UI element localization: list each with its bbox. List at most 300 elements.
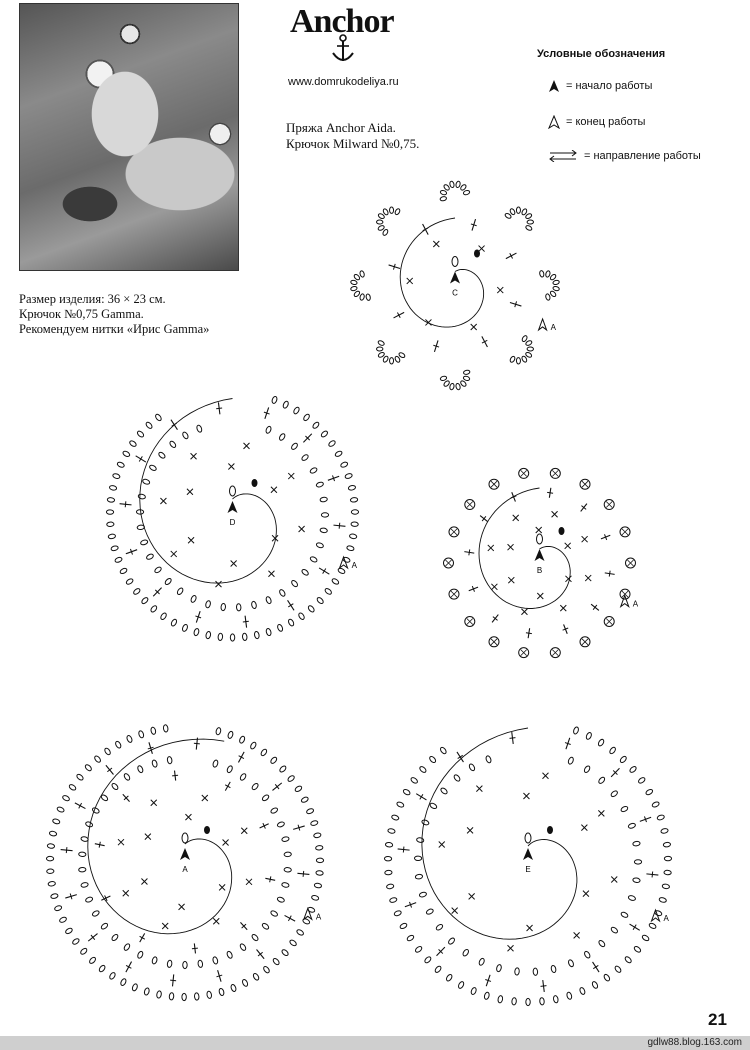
- chain-stitch: [497, 995, 503, 1003]
- chain-stitch: [263, 965, 271, 973]
- chain-stitch: [610, 926, 618, 934]
- chain-stitch: [107, 522, 115, 527]
- chain-stitch: [149, 464, 157, 471]
- chain-stitch: [434, 965, 442, 973]
- chain-stitch: [281, 836, 289, 842]
- single-crochet-stitch: [223, 840, 229, 846]
- single-crochet-stitch: [581, 825, 587, 831]
- chain-stitch: [311, 895, 319, 901]
- chain-stitch: [376, 220, 382, 224]
- chain-stitch: [415, 874, 423, 879]
- chain-stitch: [385, 842, 393, 847]
- start-arrowhead-icon: [535, 549, 545, 561]
- chain-stitch: [629, 765, 637, 773]
- chain-stitch: [657, 814, 665, 820]
- single-crochet-stitch: [231, 560, 237, 566]
- chain-stitch: [406, 934, 414, 942]
- direction-curve: [400, 218, 483, 327]
- chain-stitch: [628, 895, 636, 902]
- chain-stitch: [645, 788, 653, 795]
- single-crochet-stitch: [118, 839, 124, 845]
- chain-stitch: [478, 958, 485, 966]
- single-crochet-stitch: [191, 453, 197, 459]
- single-crochet-stitch: [479, 246, 485, 252]
- chain-stitch: [117, 461, 125, 468]
- chain-stitch: [182, 624, 189, 632]
- chain-stitch: [390, 207, 394, 213]
- single-crochet-stitch: [508, 577, 514, 583]
- picot-cross: [622, 529, 628, 535]
- single-crochet-stitch: [188, 537, 194, 543]
- chain-stitch: [80, 947, 88, 955]
- chain-stitch: [140, 539, 148, 545]
- chain-stitch: [449, 383, 454, 390]
- chain-stitch: [109, 972, 117, 980]
- hook-line: Крючок Milward №0,75.: [286, 136, 420, 151]
- chain-stitch: [303, 413, 311, 421]
- chain-stitch: [112, 473, 120, 479]
- chain-stitch: [49, 831, 57, 837]
- center-chain: [537, 534, 543, 544]
- chain-stitch: [84, 764, 92, 772]
- chain-stitch: [348, 485, 356, 491]
- size-info: [19, 292, 209, 337]
- chain-stitch: [553, 995, 559, 1003]
- chain-stitch: [346, 545, 354, 551]
- stitch-bar: [172, 775, 178, 776]
- chain-stitch: [123, 943, 131, 951]
- chain-stitch: [429, 802, 437, 809]
- chain-stitch: [205, 631, 211, 639]
- watermark: gdlw88.blog.163.com: [647, 1037, 742, 1048]
- chain-stitch: [387, 828, 395, 834]
- chain-stitch: [296, 929, 304, 937]
- picot-cross: [467, 502, 473, 508]
- tablecloth-photo: [19, 3, 239, 271]
- single-crochet-stitch: [552, 511, 558, 517]
- chain-stitch: [123, 773, 131, 781]
- chain-stitch: [553, 286, 560, 291]
- single-crochet-stitch: [491, 584, 497, 590]
- single-crochet-stitch: [171, 551, 177, 557]
- chain-stitch: [227, 731, 234, 739]
- chain-stitch: [389, 897, 397, 903]
- chain-stitch: [315, 845, 323, 850]
- chain-stitch: [114, 556, 122, 563]
- chain-stitch: [198, 960, 203, 968]
- chain-stitch: [514, 968, 519, 976]
- chain-stitch: [598, 776, 606, 784]
- chain-stitch: [85, 896, 93, 903]
- chain-stitch: [136, 430, 144, 438]
- single-crochet-stitch: [560, 605, 566, 611]
- chain-stitch: [239, 735, 246, 743]
- chain-stitch: [145, 421, 153, 429]
- chain-stitch: [384, 856, 391, 861]
- stitch-bar: [609, 571, 610, 577]
- picot-cross: [628, 560, 634, 566]
- chain-stitch: [321, 513, 328, 517]
- chain-stitch: [226, 951, 233, 959]
- chain-stitch: [603, 973, 611, 981]
- chain-stitch: [120, 978, 127, 986]
- chain-stitch: [59, 916, 67, 923]
- chain-stitch: [526, 998, 530, 1005]
- chain-stitch: [241, 979, 248, 987]
- single-crochet-stitch: [141, 878, 147, 884]
- chain-stitch: [287, 775, 295, 783]
- chain-stitch: [394, 208, 401, 216]
- chain-stitch: [549, 273, 556, 280]
- chain-stitch: [316, 481, 324, 488]
- chain-stitch: [462, 948, 470, 956]
- chain-stitch: [350, 497, 358, 502]
- chain-stitch: [663, 842, 671, 847]
- chain-stitch: [265, 628, 271, 636]
- chain-stitch: [109, 485, 117, 491]
- stitch-bar: [216, 408, 222, 409]
- filled-arrowhead-icon: [548, 79, 560, 93]
- chain-stitch: [620, 805, 628, 812]
- chain-stitch: [549, 290, 556, 297]
- chain-stitch: [351, 522, 359, 527]
- chain-stitch: [551, 965, 557, 973]
- stitch-bar: [170, 980, 176, 981]
- single-crochet-stitch: [213, 918, 219, 924]
- chain-stitch: [129, 440, 137, 448]
- chain-stitch: [359, 270, 365, 277]
- chain-stitch: [212, 956, 218, 964]
- chain-stitch: [440, 376, 447, 382]
- chain-stitch: [312, 421, 320, 429]
- yarn-info: [286, 120, 419, 152]
- chain-stitch: [439, 746, 447, 754]
- chain-stitch: [301, 796, 309, 803]
- chain-stitch: [72, 938, 80, 946]
- chain-stitch: [151, 759, 157, 767]
- chain-stitch: [271, 396, 278, 404]
- chain-stitch: [169, 440, 177, 448]
- single-crochet-stitch: [598, 810, 604, 816]
- chain-stitch: [50, 893, 58, 899]
- chain-stitch: [583, 950, 591, 958]
- chain-stitch: [137, 951, 144, 959]
- chain-stitch: [619, 755, 627, 763]
- single-crochet-stitch: [488, 545, 494, 551]
- picot-cross: [606, 618, 612, 624]
- chain-stitch: [633, 841, 641, 847]
- direction-curve: [422, 728, 577, 939]
- chain-stitch: [353, 290, 360, 297]
- chain-stitch: [331, 578, 339, 586]
- chain-stitch: [158, 451, 166, 459]
- chain-stitch: [320, 497, 328, 503]
- crochet-diagram-e: [378, 712, 678, 1012]
- chain-stitch: [455, 383, 460, 390]
- chain-stitch: [150, 727, 156, 735]
- single-crochet-stitch: [271, 487, 277, 493]
- diagram-label: B: [536, 566, 543, 575]
- chain-stitch: [119, 567, 127, 574]
- single-crochet-stitch: [476, 786, 482, 792]
- single-crochet-stitch: [288, 473, 294, 479]
- center-chain: [525, 833, 531, 843]
- chain-stitch: [302, 918, 310, 925]
- chain-stitch: [133, 587, 141, 595]
- chain-stitch: [156, 991, 162, 999]
- chain-stitch: [76, 773, 84, 781]
- chain-stitch: [282, 400, 289, 408]
- chain-stitch: [125, 578, 133, 586]
- single-crochet-stitch: [407, 278, 413, 284]
- single-crochet-stitch: [497, 287, 503, 293]
- chain-stitch: [597, 738, 605, 746]
- chain-stitch: [525, 225, 533, 232]
- chain-stitch: [62, 795, 70, 802]
- chain-stitch: [484, 992, 490, 1000]
- picot-cross: [451, 529, 457, 535]
- picot-cross: [521, 470, 527, 476]
- stitch-bar: [139, 456, 142, 461]
- single-crochet-stitch: [469, 893, 475, 899]
- end-label: A: [315, 912, 322, 922]
- direction-curve: [479, 488, 570, 609]
- chain-stitch: [402, 788, 410, 795]
- chain-stitch: [251, 933, 259, 941]
- chain-stitch: [79, 852, 87, 857]
- chain-stitch: [414, 945, 422, 953]
- chain-stitch: [294, 785, 302, 793]
- chain-stitch: [137, 765, 144, 773]
- single-crochet-stitch: [508, 544, 514, 550]
- chain-stitch: [164, 577, 172, 585]
- direction-curve: [88, 739, 232, 934]
- chain-stitch: [443, 184, 450, 191]
- chain-stitch: [92, 910, 100, 917]
- chain-stitch: [460, 380, 467, 387]
- chain-stitch: [545, 293, 551, 300]
- chain-stitch: [301, 454, 309, 462]
- slip-stitch: [474, 250, 480, 258]
- chain-stitch: [359, 293, 365, 300]
- chain-stitch: [447, 937, 455, 945]
- chain-stitch: [651, 801, 659, 808]
- single-crochet-stitch: [179, 904, 185, 910]
- chain-stitch: [278, 433, 286, 441]
- chain-stitch: [316, 596, 324, 604]
- end-label: A: [663, 914, 669, 924]
- chain-stitch: [111, 782, 119, 790]
- legend-end-label: = конец работы: [566, 116, 646, 128]
- chain-stitch: [463, 190, 470, 196]
- single-crochet-stitch: [574, 932, 580, 938]
- double-arrow-icon: [548, 150, 578, 162]
- chain-stitch: [568, 959, 575, 967]
- single-crochet-stitch: [228, 464, 234, 470]
- single-crochet-stitch: [537, 593, 543, 599]
- center-chain: [182, 833, 188, 843]
- chain-stitch: [194, 993, 199, 1001]
- chain-stitch: [320, 430, 328, 438]
- crochet-diagram-d: [100, 365, 365, 665]
- anchor-logo: Anchor: [290, 3, 394, 40]
- chain-stitch: [236, 604, 241, 611]
- chain-stitch: [664, 870, 672, 875]
- stitch-bar: [469, 549, 470, 555]
- chain-stitch: [46, 856, 53, 861]
- chain-stitch: [48, 881, 56, 887]
- single-crochet-stitch: [542, 773, 548, 779]
- stitch-bar: [192, 948, 198, 949]
- chain-stitch: [206, 991, 212, 999]
- chain-stitch: [260, 748, 268, 756]
- chain-stitch: [440, 190, 447, 196]
- chain-stitch: [350, 280, 357, 285]
- yarn-line: Пряжа Anchor Aida.: [286, 120, 396, 135]
- chain-stitch: [307, 605, 315, 613]
- chain-stitch: [265, 596, 272, 604]
- single-crochet-stitch: [439, 842, 445, 848]
- chain-stitch: [239, 773, 247, 781]
- chain-stitch: [353, 273, 360, 280]
- legend-end: [548, 115, 645, 129]
- chain-stitch: [445, 974, 453, 982]
- chain-stitch: [277, 624, 284, 632]
- chain-stitch: [270, 807, 278, 814]
- picot-cross: [582, 481, 588, 487]
- chain-stitch: [239, 943, 247, 951]
- chain-stitch: [455, 181, 460, 188]
- single-crochet-stitch: [536, 527, 542, 533]
- anchor-icon: [330, 34, 356, 64]
- direction-curve: [140, 399, 277, 584]
- chain-stitch: [443, 380, 450, 387]
- chain-stitch: [610, 790, 618, 798]
- picot-cross: [606, 502, 612, 508]
- single-crochet-stitch: [508, 945, 514, 951]
- chain-stitch: [314, 883, 322, 889]
- single-crochet-stitch: [185, 814, 191, 820]
- chain-stitch: [648, 922, 656, 929]
- stitch-bar: [288, 604, 293, 607]
- center-chain: [452, 257, 458, 267]
- stitch-bar: [403, 847, 404, 853]
- chain-stitch: [170, 618, 177, 626]
- start-arrowhead-icon: [450, 272, 460, 284]
- chain-stitch: [585, 732, 592, 740]
- chain-stitch: [205, 600, 211, 608]
- legend-direction: [548, 150, 701, 162]
- chain-stitch: [470, 987, 477, 995]
- chain-stitch: [598, 939, 606, 947]
- chain-stitch: [394, 910, 402, 917]
- chain-stitch: [516, 358, 520, 364]
- chain-stitch: [533, 968, 538, 975]
- chain-stitch: [633, 877, 641, 883]
- chain-stitch: [289, 939, 297, 947]
- chain-stitch: [376, 347, 382, 351]
- single-crochet-stitch: [611, 876, 617, 882]
- chain-stitch: [316, 871, 324, 876]
- chain-stitch: [131, 983, 138, 991]
- chain-stitch: [309, 467, 317, 474]
- chain-stitch: [539, 997, 544, 1005]
- stitch-bar: [99, 842, 100, 848]
- chain-stitch: [104, 747, 112, 755]
- stitch-bar: [66, 847, 67, 853]
- chain-stitch: [320, 528, 328, 534]
- chain-stitch: [279, 589, 287, 597]
- single-crochet-stitch: [452, 908, 458, 914]
- chain-stitch: [126, 735, 133, 743]
- chain-stitch: [281, 882, 289, 888]
- chain-stitch: [167, 960, 172, 968]
- chain-stitch: [107, 497, 115, 502]
- chain-stitch: [334, 450, 342, 457]
- chain-stitch: [281, 949, 289, 957]
- chain-stitch: [390, 358, 394, 364]
- chain-stitch: [52, 818, 60, 824]
- legend-direction-label: = направление работы: [584, 150, 701, 162]
- hook-size-line: Крючок №0,75 Gamma.: [19, 307, 144, 321]
- chain-stitch: [460, 184, 467, 191]
- picot-cross: [467, 618, 473, 624]
- center-chain: [230, 486, 236, 496]
- single-crochet-stitch: [433, 241, 439, 247]
- end-label: A: [550, 322, 556, 332]
- chain-stitch: [230, 984, 237, 992]
- chain-stitch: [567, 757, 574, 765]
- stitch-bar: [547, 492, 553, 493]
- chain-stitch: [47, 869, 54, 874]
- chain-stitch: [151, 956, 157, 964]
- chain-stitch: [349, 534, 357, 540]
- chain-stitch: [221, 603, 226, 611]
- chain-stitch: [309, 556, 317, 563]
- chain-stitch: [426, 908, 434, 915]
- chain-stitch: [270, 756, 278, 764]
- chain-stitch: [628, 823, 636, 830]
- chain-stitch: [624, 956, 632, 964]
- single-crochet-stitch: [299, 526, 305, 532]
- chain-stitch: [265, 426, 272, 434]
- chain-stitch: [100, 922, 108, 930]
- single-crochet-stitch: [268, 571, 274, 577]
- chain-stitch: [419, 765, 427, 773]
- chain-stitch: [160, 612, 168, 620]
- chain-stitch: [141, 597, 149, 605]
- chain-stitch: [242, 633, 247, 641]
- chain-stitch: [142, 478, 150, 485]
- diagram-label: A: [182, 865, 188, 874]
- single-crochet-stitch: [145, 834, 151, 840]
- chain-stitch: [272, 957, 280, 965]
- chain-stitch: [98, 964, 106, 972]
- end-label: A: [351, 561, 357, 571]
- chain-stitch: [316, 542, 324, 549]
- chain-stitch: [279, 765, 287, 773]
- chain-stitch: [111, 545, 119, 551]
- stitch-bar: [510, 738, 516, 739]
- crochet-diagram-a: [40, 712, 330, 1012]
- end-arrowhead-icon: [539, 319, 547, 330]
- single-crochet-stitch: [151, 800, 157, 806]
- chain-stitch: [183, 961, 187, 968]
- chain-stitch: [298, 612, 306, 620]
- chain-stitch: [377, 340, 385, 347]
- stitch-bar: [323, 569, 326, 574]
- chain-stitch: [261, 922, 269, 930]
